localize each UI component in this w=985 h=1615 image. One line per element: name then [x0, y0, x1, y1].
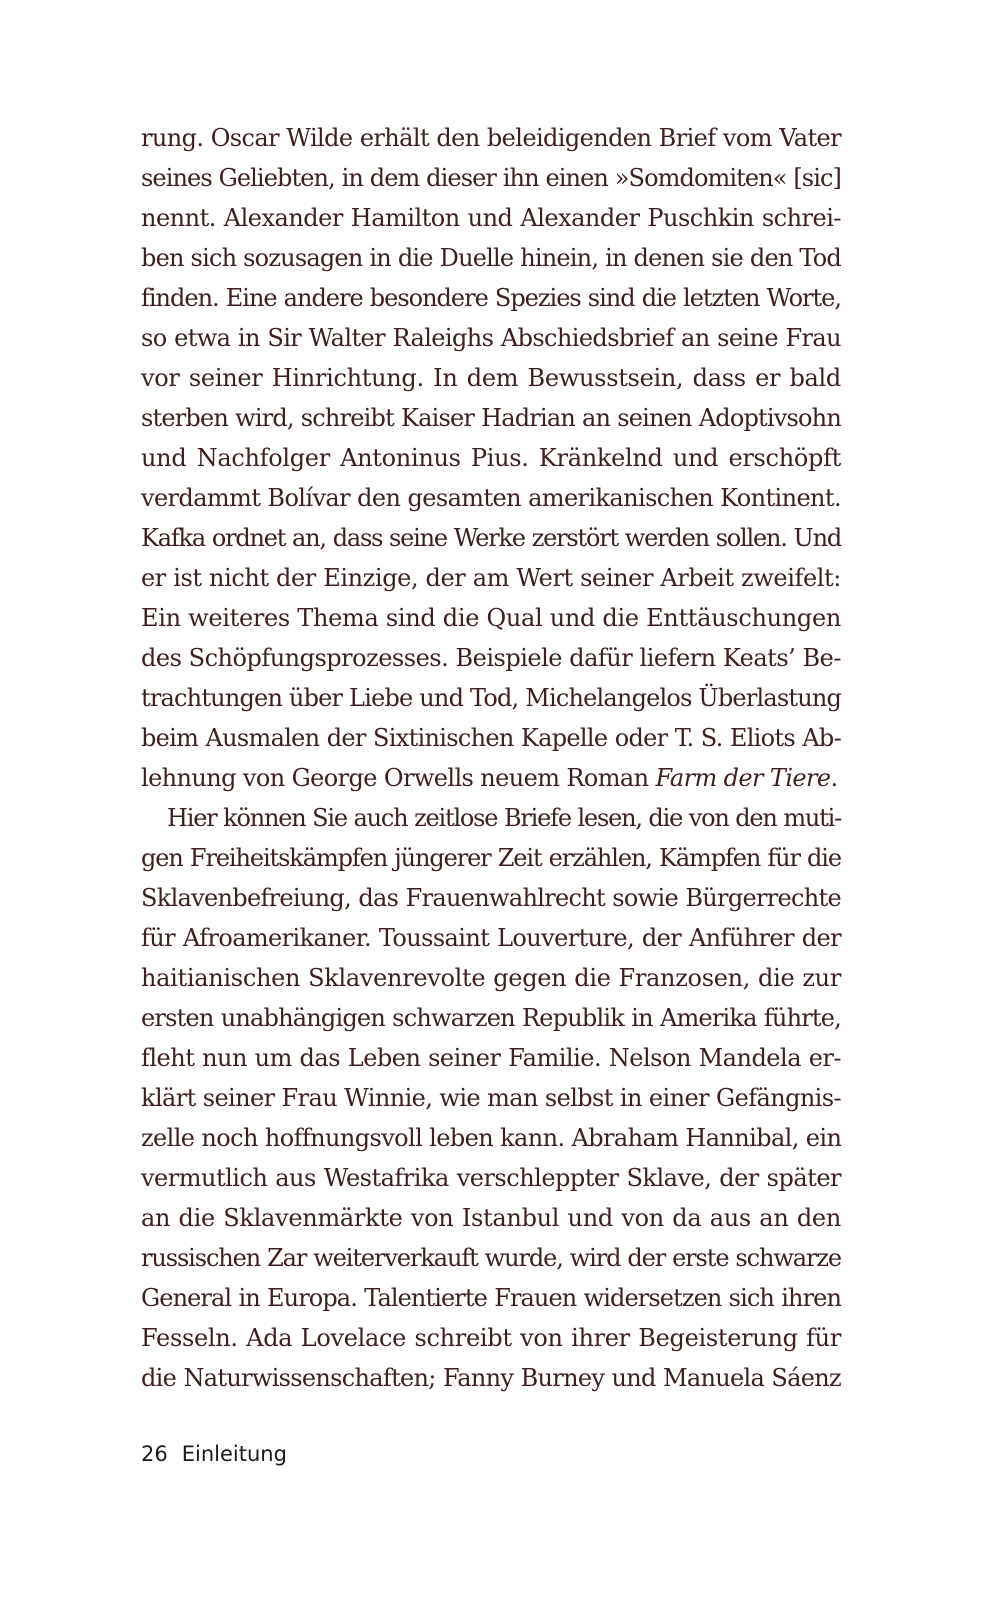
- page-number: 26: [141, 1442, 168, 1466]
- text-line: an die Sklavenmärkte von Istanbul und von da aus an den: [141, 1204, 841, 1232]
- text-line: rung. Oscar Wilde erhält den beleidigenden Brief vom Vater: [141, 124, 841, 152]
- text-line: Fesseln. Ada Lovelace schreibt von ihrer Begeisterung für: [141, 1324, 841, 1352]
- text-line: zelle noch hoffnungsvoll leben kann. Abraham Hannibal, ein: [141, 1124, 842, 1152]
- text-line: verdammt Bolívar den gesamten amerikanischen Kontinent.: [141, 484, 841, 512]
- text-line: des Schöpfungsprozesses. Beispiele dafür liefern Keats’ Be-: [141, 644, 841, 672]
- text-line: ersten unabhängigen schwarzen Republik in Amerika führte,: [141, 1004, 841, 1032]
- text-line: beim Ausmalen der Sixtinischen Kapelle oder T. S. Eliots Ab-: [141, 724, 841, 752]
- book-title-italic: Farm der Tiere: [655, 764, 831, 792]
- text-line-prefix: lehnung von George Orwells neuem Roman: [141, 764, 656, 792]
- text-line: fleht nun um das Leben seiner Familie. Nelson Mandela er-: [141, 1044, 841, 1072]
- text-line: Sklavenbefreiung, das Frauenwahlrecht sowie Bürgerrechte: [141, 884, 841, 912]
- text-line: General in Europa. Talentierte Frauen widersetzen sich ihren: [141, 1284, 841, 1312]
- text-line: vor seiner Hinrichtung. In dem Bewusstsein, dass er bald: [141, 364, 841, 392]
- text-line: Hier können Sie auch zeitlose Briefe lesen, die von den muti-: [167, 804, 841, 832]
- text-line: trachtungen über Liebe und Tod, Michelangelos Überlastung: [141, 684, 842, 712]
- text-line: so etwa in Sir Walter Raleighs Abschiedsbrief an seine Frau: [141, 324, 841, 352]
- text-line: nennt. Alexander Hamilton und Alexander Puschkin schrei-: [141, 204, 841, 232]
- text-line: haitianischen Sklavenrevolte gegen die Franzosen, die zur: [141, 964, 841, 992]
- text-line: für Afroamerikaner. Toussaint Louverture, der Anführer der: [141, 924, 841, 952]
- text-line: finden. Eine andere besondere Spezies sind die letzten Worte,: [141, 284, 841, 312]
- text-line-suffix: .: [830, 764, 838, 792]
- paragraph: [141, 798, 841, 1398]
- paragraph: [141, 118, 841, 798]
- text-line: die Naturwissenschaften; Fanny Burney und Manuela Sáenz: [141, 1364, 841, 1392]
- text-line: seines Geliebten, in dem dieser ihn einen »Somdomiten« [sic]: [141, 164, 841, 192]
- text-line: russischen Zar weiterverkauft wurde, wird der erste schwarze: [141, 1244, 841, 1272]
- section-title: Einleitung: [181, 1442, 287, 1466]
- text-line: klärt seiner Frau Winnie, wie man selbst in einer Gefängnis-: [141, 1084, 841, 1112]
- text-line: ben sich sozusagen in die Duelle hinein, in denen sie den Tod: [141, 244, 841, 272]
- text-line: und Nachfolger Antoninus Pius. Kränkelnd und erschöpft: [141, 444, 841, 472]
- text-line-final: [141, 758, 841, 798]
- text-line: gen Freiheitskämpfen jüngerer Zeit erzählen, Kämpfen für die: [141, 844, 841, 872]
- text-line: Kafka ordnet an, dass seine Werke zerstört werden sollen. Und: [141, 524, 841, 552]
- text-line: er ist nicht der Einzige, der am Wert seiner Arbeit zweifelt:: [141, 564, 841, 592]
- page-footer: [141, 1442, 287, 1466]
- body-text: [141, 118, 841, 1398]
- text-line: vermutlich aus Westafrika verschleppter Sklave, der später: [141, 1164, 841, 1192]
- text-line: Ein weiteres Thema sind die Qual und die Enttäuschungen: [141, 604, 842, 632]
- text-line: sterben wird, schreibt Kaiser Hadrian an seinen Adoptivsohn: [141, 404, 841, 432]
